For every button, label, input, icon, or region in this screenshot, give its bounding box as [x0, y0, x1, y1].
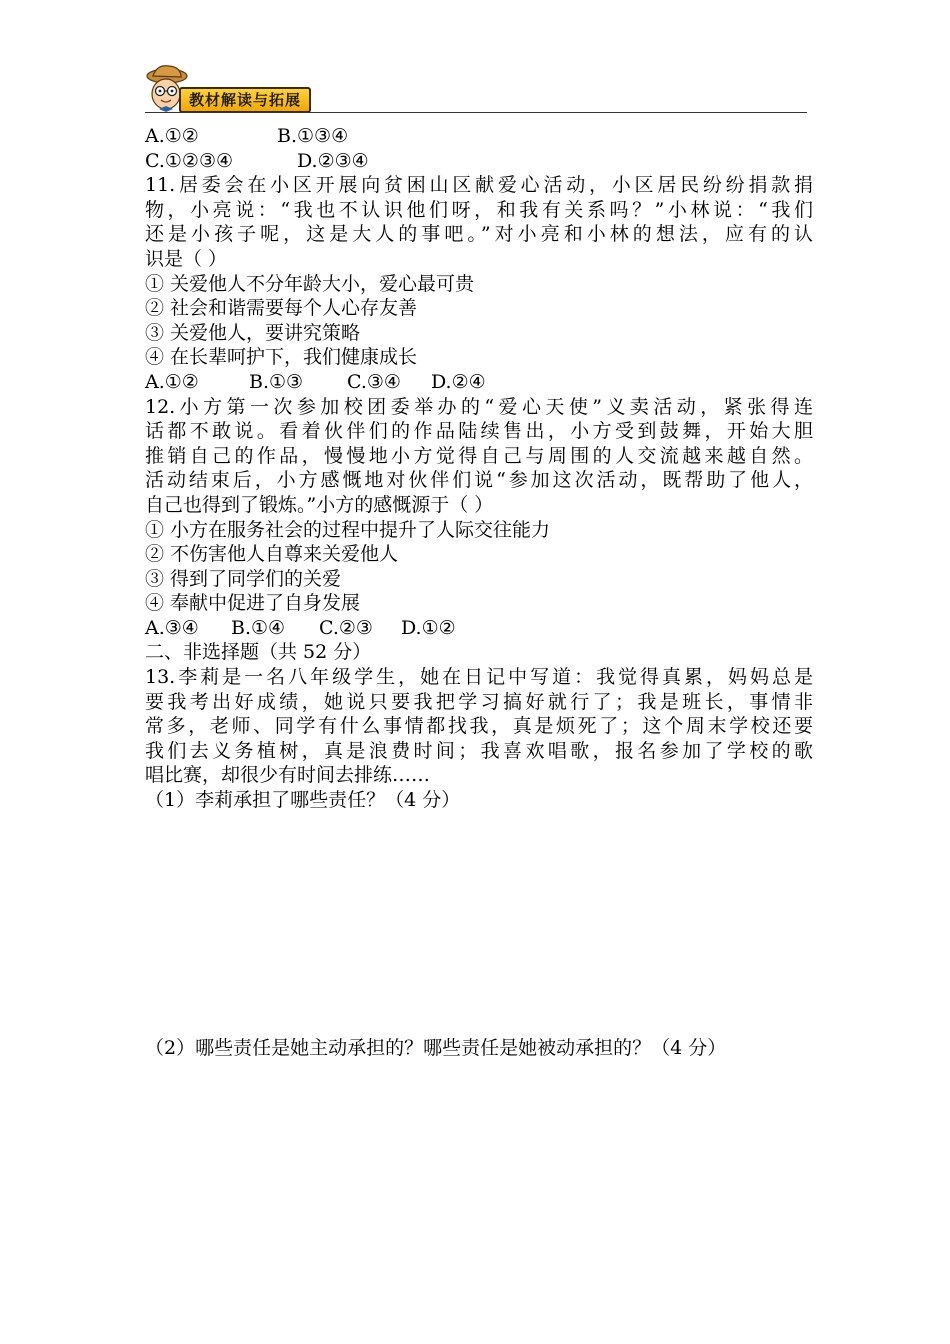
q10-options-row-2 [145, 149, 813, 174]
q12-statement-1: ① 小方在服务社会的过程中提升了人际交往能力 [145, 518, 551, 541]
page-header [145, 64, 810, 116]
header-divider [145, 112, 807, 113]
q11-statement-2: ② 社会和谐需要每个人心存友善 [145, 297, 418, 320]
q12-statement-4: ④ 奉献中促进了自身发展 [145, 592, 361, 615]
q12-stem-line-5: 自己也得到了锻炼。”小方的感慨源于（ ） [145, 493, 494, 516]
q11-stem-line-4: 识是（ ） [145, 247, 228, 270]
q13-subquestion-2: （2）哪些责任是她主动承担的？哪些责任是她被动承担的？（4 分） [145, 1036, 727, 1059]
q11-statement-4: ④ 在长辈呵护下，我们健康成长 [145, 346, 418, 369]
document-body [145, 124, 813, 1060]
q10-option-c: C.①②③④ [145, 149, 234, 172]
q12-statement-2: ② 不伤害他人自尊来关爱他人 [145, 543, 399, 566]
q12-stem-line-3: 推销自己的作品，慢慢地小方觉得自己与周围的人交流越来越自然。 [145, 444, 813, 467]
header-logo-label: 教材解读与拓展 [179, 87, 311, 113]
q11-statement-1: ① 关爱他人不分年龄大小，爱心最可贵 [145, 272, 475, 295]
q13-stem-line-4: 我们去义务植树，真是浪费时间；我喜欢唱歌，报名参加了学校的歌 [145, 739, 813, 762]
q11-option-b: B.①③ [249, 370, 304, 393]
q12-options [145, 616, 813, 641]
q13-stem-line-2: 要我考出好成绩，她说只要我把学习搞好就行了；我是班长，事情非 [145, 690, 813, 713]
q13-stem-line-1: 13.李莉是一名八年级学生，她在日记中写道：我觉得真累，妈妈总是 [145, 666, 813, 689]
q12-stem-line-2: 话都不敢说。看着伙伴们的作品陆续售出，小方受到鼓舞，开始大胆 [145, 420, 813, 443]
q11-option-a: A.①② [145, 370, 199, 393]
q12-option-c: C.②③ [319, 616, 373, 639]
q11-statement-3: ③ 关爱他人，要讲究策略 [145, 321, 361, 344]
q12-option-a: A.③④ [145, 616, 199, 639]
q12-stem-line-1: 12.小方第一次参加校团委举办的“爱心天使”义卖活动，紧张得连 [145, 395, 813, 418]
q11-stem-line-1: 11.居委会在小区开展向贫困山区献爱心活动，小区居民纷纷捐款捐 [145, 174, 813, 197]
q12-stem-line-4: 活动结束后，小方感慨地对伙伴们说“参加这次活动，既帮助了他人， [145, 469, 813, 492]
q13-stem-line-5: 唱比赛，却很少有时间去排练…… [145, 764, 431, 787]
q11-option-d: D.②④ [431, 370, 486, 393]
q12-option-d: D.①② [401, 616, 456, 639]
answer-space-1 [145, 813, 813, 1036]
q11-options [145, 370, 813, 395]
q11-stem-line-2: 物，小亮说：“我也不认识他们呀，和我有关系吗？”小林说：“我们 [145, 198, 813, 221]
q12-statement-3: ③ 得到了同学们的关爱 [145, 567, 342, 590]
q13-subquestion-1: （1）李莉承担了哪些责任？（4 分） [145, 789, 461, 812]
q11-stem-line-3: 还是小孩子呢，这是大人的事吧。”对小亮和小林的想法，应有的认 [145, 223, 813, 246]
q10-option-a: A.①② [145, 125, 199, 147]
q10-option-b: B.①③④ [277, 125, 349, 147]
q13-stem-line-3: 常多，老师、同学有什么事情都找我，真是烦死了；这个周末学校还要 [145, 715, 813, 738]
q12-option-b: B.①④ [231, 616, 286, 639]
q10-option-d: D.②③④ [297, 149, 369, 172]
q10-options-row-1 [145, 124, 813, 149]
q11-option-c: C.③④ [347, 370, 401, 393]
section-title-non-choice: 二、非选择题（共 52 分） [145, 641, 372, 664]
